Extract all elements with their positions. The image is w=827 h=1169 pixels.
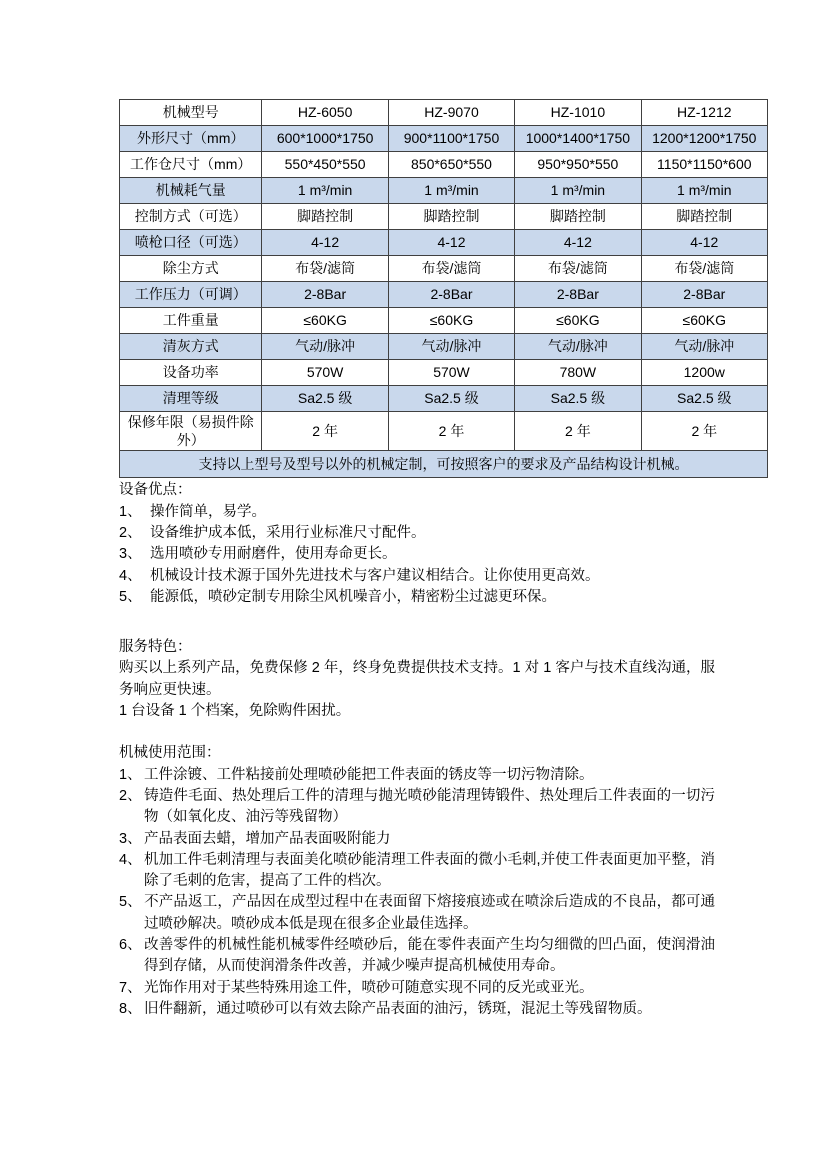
table-row — [120, 334, 768, 360]
table-row — [120, 100, 768, 126]
row-value: 气动/脉冲 — [515, 334, 641, 360]
list-item — [119, 523, 715, 544]
row-value: 脚踏控制 — [388, 204, 514, 230]
row-value: 脚踏控制 — [641, 204, 767, 230]
item-text: 能源低，喷砂定制专用除尘风机噪音小，精密粉尘过滤更环保。 — [150, 588, 556, 605]
section-title: 设备优点： — [119, 482, 192, 499]
row-value: 布袋/滤筒 — [515, 256, 641, 282]
list-item — [119, 544, 715, 565]
row-value: 2 年 — [388, 412, 514, 451]
section-title: 服务特色： — [119, 639, 192, 656]
list-item — [119, 829, 715, 850]
row-value: 1200w — [641, 360, 767, 386]
row-label: 除尘方式 — [120, 256, 262, 282]
item-text: 选用喷砂专用耐磨件，使用寿命更长。 — [150, 546, 397, 563]
row-label: 保修年限（易损件除外） — [120, 412, 262, 451]
row-value: 900*1100*1750 — [388, 126, 514, 152]
table-row — [120, 412, 768, 451]
row-value: ≤60KG — [641, 308, 767, 334]
document-body — [119, 99, 779, 1020]
row-value: HZ-6050 — [262, 100, 388, 126]
list-item — [119, 935, 715, 978]
row-value: 2 年 — [641, 412, 767, 451]
row-value: 1150*1150*600 — [641, 152, 767, 178]
row-label: 喷枪口径（可选） — [120, 230, 262, 256]
list-item — [119, 850, 715, 893]
row-value: 布袋/滤筒 — [262, 256, 388, 282]
row-value: 550*450*550 — [262, 152, 388, 178]
row-label: 控制方式（可选） — [120, 204, 262, 230]
item-marker: 5、 — [119, 588, 142, 605]
item-text: 机加工件毛刺清理与表面美化喷砂能清理工件表面的微小毛刺,并使工件表面更加平整，消除了毛刺的危害，提高了工件的档次。 — [144, 851, 715, 890]
row-value: 气动/脉冲 — [262, 334, 388, 360]
row-label: 机械型号 — [120, 100, 262, 126]
paragraph: 购买以上系列产品，免费保修 2 年，终身免费提供技术支持。1 对 1 客户与技术直线沟通，服务响应更快速。 — [119, 660, 715, 698]
row-label: 机械耗气量 — [120, 178, 262, 204]
row-value: 780W — [515, 360, 641, 386]
row-label: 设备功率 — [120, 360, 262, 386]
list-item — [119, 587, 715, 608]
row-value: 1 m³/min — [641, 178, 767, 204]
spec-table — [119, 99, 768, 478]
row-value: 4-12 — [262, 230, 388, 256]
item-marker: 3、 — [119, 830, 142, 847]
table-row — [120, 204, 768, 230]
item-marker: 8、 — [119, 1000, 142, 1017]
row-label: 清灰方式 — [120, 334, 262, 360]
row-label: 工件重量 — [120, 308, 262, 334]
row-value: HZ-1010 — [515, 100, 641, 126]
row-label: 清理等级 — [120, 386, 262, 412]
row-value: 布袋/滤筒 — [641, 256, 767, 282]
row-label: 外形尺寸（mm） — [120, 126, 262, 152]
row-value: HZ-9070 — [388, 100, 514, 126]
table-row — [120, 178, 768, 204]
item-marker: 2、 — [119, 787, 142, 804]
item-marker: 1、 — [119, 766, 142, 783]
item-marker: 2、 — [119, 524, 142, 541]
row-value: Sa2.5 级 — [641, 386, 767, 412]
item-marker: 5、 — [119, 894, 142, 911]
item-text: 操作简单，易学。 — [150, 503, 266, 520]
list-item — [119, 978, 715, 999]
table-row — [120, 386, 768, 412]
row-value: 570W — [262, 360, 388, 386]
row-value: 2-8Bar — [515, 282, 641, 308]
row-value: 1 m³/min — [262, 178, 388, 204]
item-text: 设备维护成本低，采用行业标准尺寸配件。 — [150, 524, 426, 541]
row-value: 1 m³/min — [388, 178, 514, 204]
list-item — [119, 765, 715, 786]
table-row — [120, 152, 768, 178]
row-value: 1000*1400*1750 — [515, 126, 641, 152]
row-value: ≤60KG — [515, 308, 641, 334]
item-marker: 6、 — [119, 937, 142, 954]
item-text: 工件涂镀、工件粘接前处理喷砂能把工件表面的锈皮等一切污物清除。 — [144, 766, 594, 783]
table-row — [120, 308, 768, 334]
row-value: ≤60KG — [388, 308, 514, 334]
list-item — [119, 892, 715, 935]
row-value: 脚踏控制 — [515, 204, 641, 230]
row-value: 2-8Bar — [388, 282, 514, 308]
row-value: 1 m³/min — [515, 178, 641, 204]
item-marker: 4、 — [119, 567, 142, 584]
item-text: 光饰作用对于某些特殊用途工件，喷砂可随意实现不同的反光或亚光。 — [144, 979, 594, 996]
item-text: 不产品返工，产品因在成型过程中在表面留下熔接痕迹或在喷涂后造成的不良品，都可通过喷砂解决。喷砂成本低是现在很多企业最佳选择。 — [144, 894, 715, 932]
row-value: ≤60KG — [262, 308, 388, 334]
row-value: 2-8Bar — [262, 282, 388, 308]
row-value: Sa2.5 级 — [515, 386, 641, 412]
row-value: 600*1000*1750 — [262, 126, 388, 152]
list-item — [119, 786, 715, 829]
item-text: 铸造件毛面、热处理后工件的清理与抛光喷砂能清理铸锻件、热处理后工件表面的一切污物（如氧化皮、油污等残留物） — [144, 787, 715, 826]
row-value: 1200*1200*1750 — [641, 126, 767, 152]
paragraph: 1 台设备 1 个档案，免除购件困扰。 — [119, 703, 351, 720]
item-marker: 1、 — [119, 503, 142, 520]
list-item — [119, 999, 715, 1020]
row-value: 4-12 — [641, 230, 767, 256]
row-value: 570W — [388, 360, 514, 386]
row-value: 4-12 — [388, 230, 514, 256]
row-value: 850*650*550 — [388, 152, 514, 178]
row-value: 气动/脉冲 — [388, 334, 514, 360]
list-item — [119, 566, 715, 587]
item-text: 产品表面去蜡，增加产品表面吸附能力 — [144, 830, 391, 847]
item-marker: 4、 — [119, 851, 142, 868]
table-row — [120, 360, 768, 386]
row-label: 工作仓尺寸（mm） — [120, 152, 262, 178]
table-row — [120, 126, 768, 152]
table-footer-note: 支持以上型号及型号以外的机械定制，可按照客户的要求及产品结构设计机械。 — [120, 451, 768, 478]
row-value: Sa2.5 级 — [388, 386, 514, 412]
table-footer-row — [120, 451, 768, 478]
item-marker: 3、 — [119, 546, 142, 563]
table-row — [120, 282, 768, 308]
row-value: 脚踏控制 — [262, 204, 388, 230]
text-content — [119, 480, 715, 1020]
row-value: 2 年 — [262, 412, 388, 451]
row-value: 2-8Bar — [641, 282, 767, 308]
section — [119, 743, 715, 1020]
section — [119, 480, 715, 608]
item-text: 旧件翻新，通过喷砂可以有效去除产品表面的油污，锈斑，混泥土等残留物质。 — [144, 1000, 652, 1017]
row-value: 2 年 — [515, 412, 641, 451]
item-text: 改善零件的机械性能机械零件经喷砂后，能在零件表面产生均匀细微的凹凸面，使润滑油得到存储，从而使润滑条件改善，并减少噪声提高机械使用寿命。 — [144, 937, 715, 975]
table-row — [120, 230, 768, 256]
row-value: Sa2.5 级 — [262, 386, 388, 412]
row-value: HZ-1212 — [641, 100, 767, 126]
list-item — [119, 502, 715, 523]
item-marker: 7、 — [119, 979, 142, 996]
table-row — [120, 256, 768, 282]
row-value: 气动/脉冲 — [641, 334, 767, 360]
section-title: 机械使用范围： — [119, 745, 221, 762]
item-text: 机械设计技术源于国外先进技术与客户建议相结合。让你使用更高效。 — [150, 567, 600, 584]
row-value: 布袋/滤筒 — [388, 256, 514, 282]
row-label: 工作压力（可调） — [120, 282, 262, 308]
row-value: 4-12 — [515, 230, 641, 256]
section — [119, 637, 715, 722]
row-value: 950*950*550 — [515, 152, 641, 178]
